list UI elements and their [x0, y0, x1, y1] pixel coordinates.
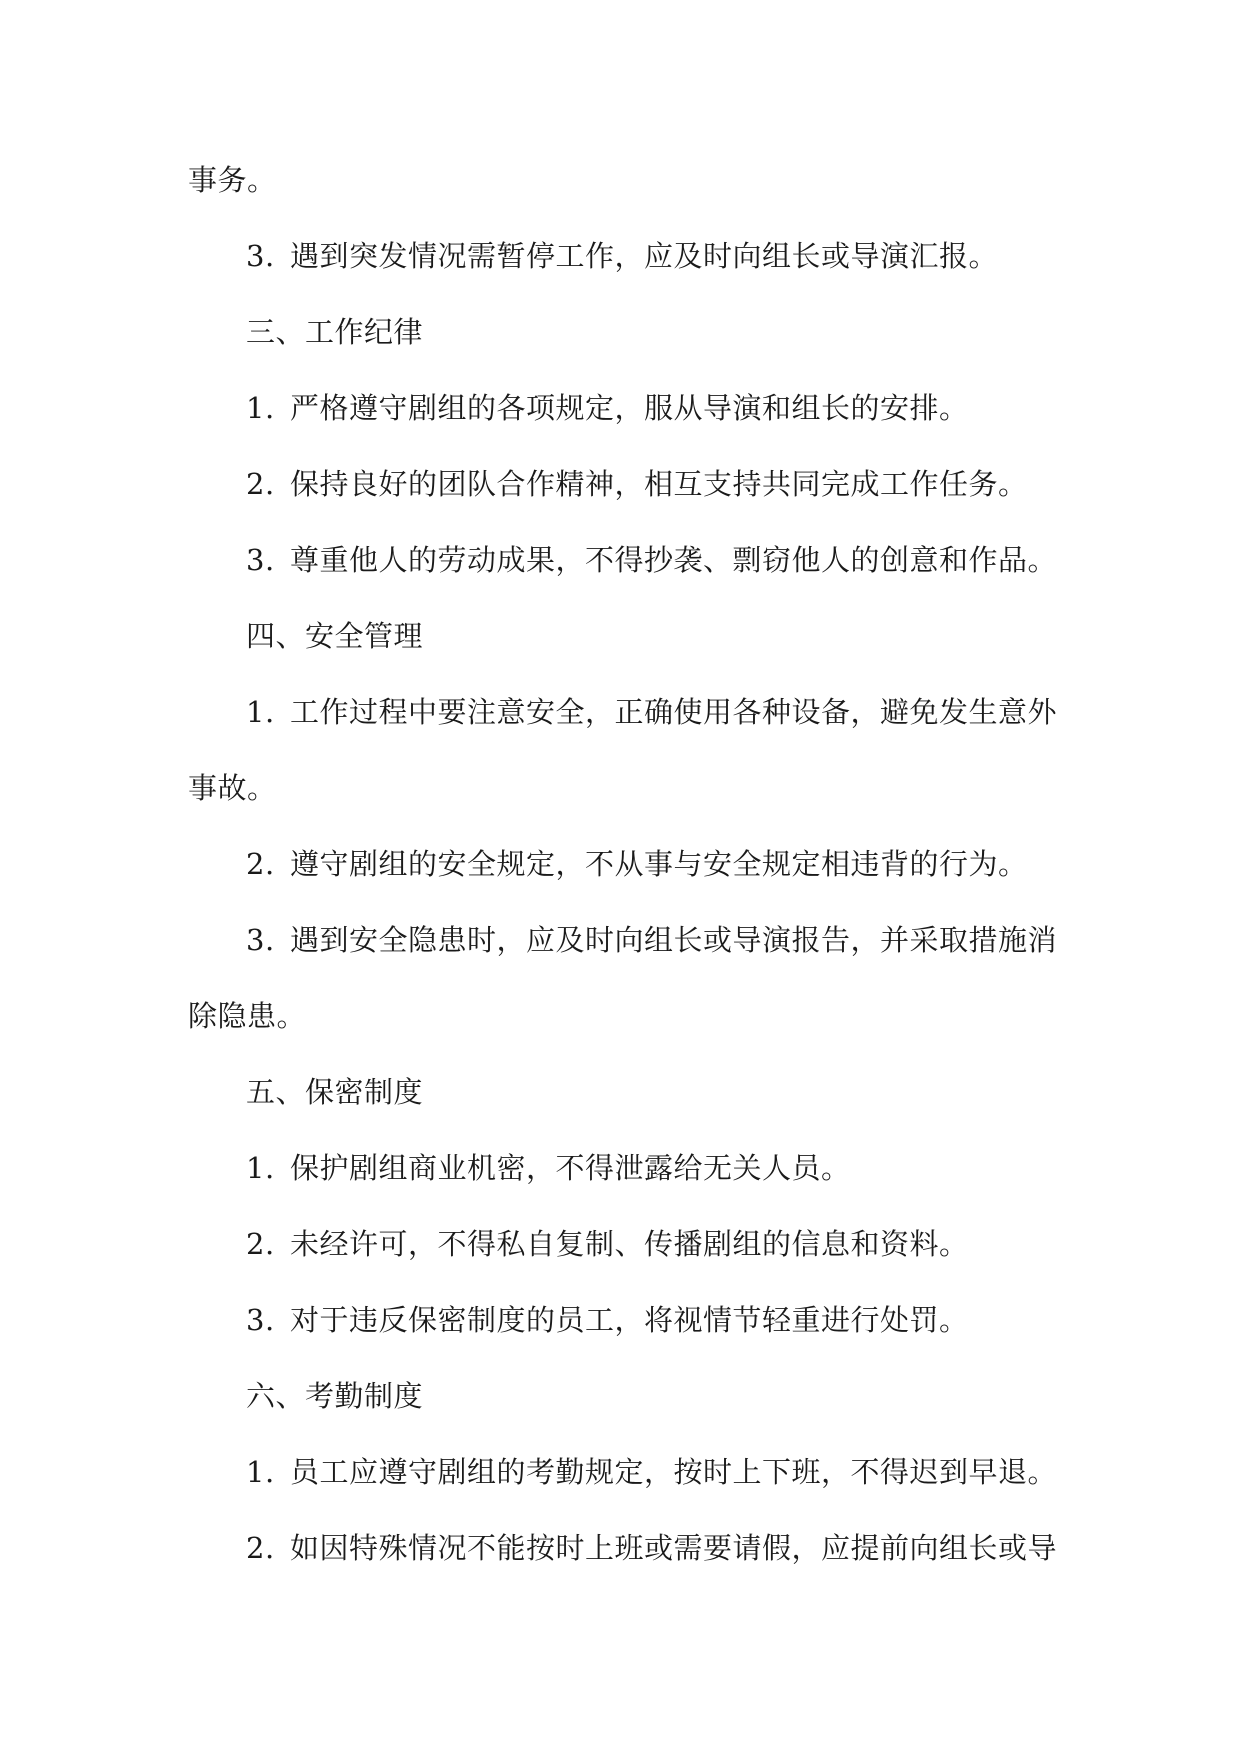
item-number: 2.	[246, 847, 275, 881]
list-item	[188, 522, 1058, 598]
list-item	[188, 826, 1050, 902]
continuation-line	[188, 978, 1050, 1054]
continuation-line	[188, 142, 1050, 218]
item-number: 3.	[246, 1303, 275, 1337]
section-heading	[188, 294, 1050, 370]
item-text: 未经许可，不得私自复制、传播剧组的信息和资料。	[290, 1227, 969, 1261]
document-body	[188, 142, 1058, 1586]
heading-text: 三、工作纪律	[246, 315, 424, 349]
item-number: 2.	[246, 1227, 275, 1261]
heading-text: 四、安全管理	[246, 619, 424, 653]
line-text: 事故。	[188, 771, 277, 805]
list-item	[188, 218, 1050, 294]
item-text: 尊重他人的劳动成果，不得抄袭、剽窃他人的创意和作品。	[290, 543, 1058, 577]
list-item	[188, 674, 1058, 750]
heading-text: 六、考勤制度	[246, 1379, 424, 1413]
list-item	[188, 370, 1050, 446]
item-number: 3.	[246, 923, 275, 957]
list-item	[188, 1130, 1050, 1206]
list-item	[188, 1434, 1058, 1510]
item-text: 遇到突发情况需暂停工作，应及时向组长或导演汇报。	[290, 239, 999, 273]
item-text: 严格遵守剧组的各项规定，服从导演和组长的安排。	[290, 391, 969, 425]
list-item	[188, 1510, 1058, 1586]
item-number: 2.	[246, 1531, 275, 1565]
section-heading	[188, 1054, 1050, 1130]
item-number: 1.	[246, 391, 275, 425]
item-text: 遵守剧组的安全规定，不从事与安全规定相违背的行为。	[290, 847, 1028, 881]
list-item	[188, 902, 1058, 978]
line-text: 事务。	[188, 163, 277, 197]
item-text: 如因特殊情况不能按时上班或需要请假，应提前向组长或导	[290, 1531, 1058, 1565]
item-number: 3.	[246, 543, 275, 577]
list-item	[188, 1282, 1050, 1358]
item-text: 对于违反保密制度的员工，将视情节轻重进行处罚。	[290, 1303, 969, 1337]
item-text: 遇到安全隐患时，应及时向组长或导演报告，并采取措施消	[290, 923, 1058, 957]
item-text: 保持良好的团队合作精神，相互支持共同完成工作任务。	[290, 467, 1028, 501]
item-text: 员工应遵守剧组的考勤规定，按时上下班，不得迟到早退。	[290, 1455, 1058, 1489]
item-number: 1.	[246, 695, 275, 729]
list-item	[188, 1206, 1050, 1282]
heading-text: 五、保密制度	[246, 1075, 424, 1109]
item-number: 3.	[246, 239, 275, 273]
section-heading	[188, 598, 1050, 674]
list-item	[188, 446, 1050, 522]
line-text: 除隐患。	[188, 999, 307, 1033]
section-heading	[188, 1358, 1050, 1434]
item-number: 1.	[246, 1151, 275, 1185]
continuation-line	[188, 750, 1050, 826]
item-text: 保护剧组商业机密，不得泄露给无关人员。	[290, 1151, 851, 1185]
item-number: 2.	[246, 467, 275, 501]
item-text: 工作过程中要注意安全，正确使用各种设备，避免发生意外	[290, 695, 1058, 729]
item-number: 1.	[246, 1455, 275, 1489]
